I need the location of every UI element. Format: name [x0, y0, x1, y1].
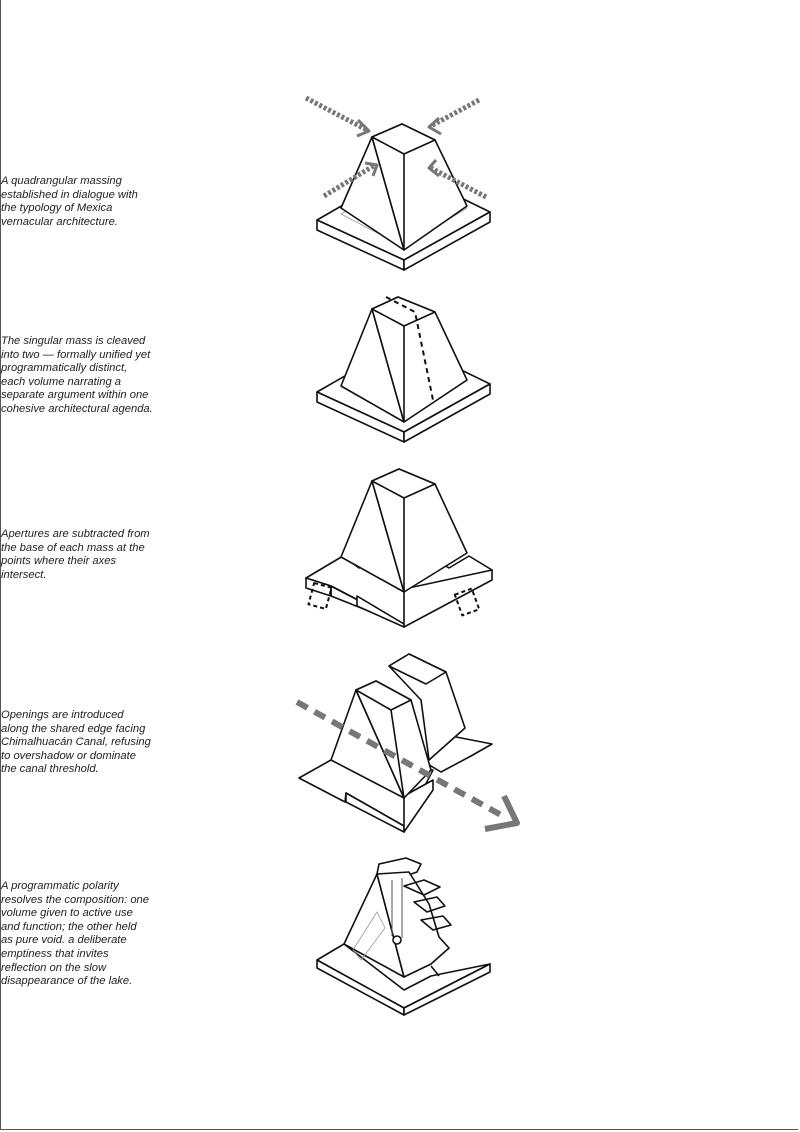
caption-cleave: The singular mass is cleaved into two — formally unified yet programmatically distinct, each volume narrating a separate argument within one cohesive architectural agenda. [1, 335, 153, 415]
aperture-volume [306, 469, 492, 627]
caption-openings: Openings are introduced along the shared edge facing Chimalhuacán Canal, refusing to overshadow or dominate the canal threshold. [1, 709, 151, 776]
cleaved-volume [317, 297, 490, 442]
openings-volumes [299, 654, 492, 832]
caption-polarity: A programmatic polarity resolves the composition: one volume given to active use and function; the other held as pure void. a deliberate emptiness that invites reflection on the slow disappearance of the lake. [1, 880, 150, 988]
caption-massing: A quadrangular massing established in dialogue with the typology of Mexica vernacular architecture. [1, 175, 138, 228]
polarity-volume [317, 858, 490, 1015]
massing-volume [317, 124, 490, 270]
caption-apertures: Apertures are subtracted from the base of each mass at the points where their axes intersect. [1, 528, 150, 581]
